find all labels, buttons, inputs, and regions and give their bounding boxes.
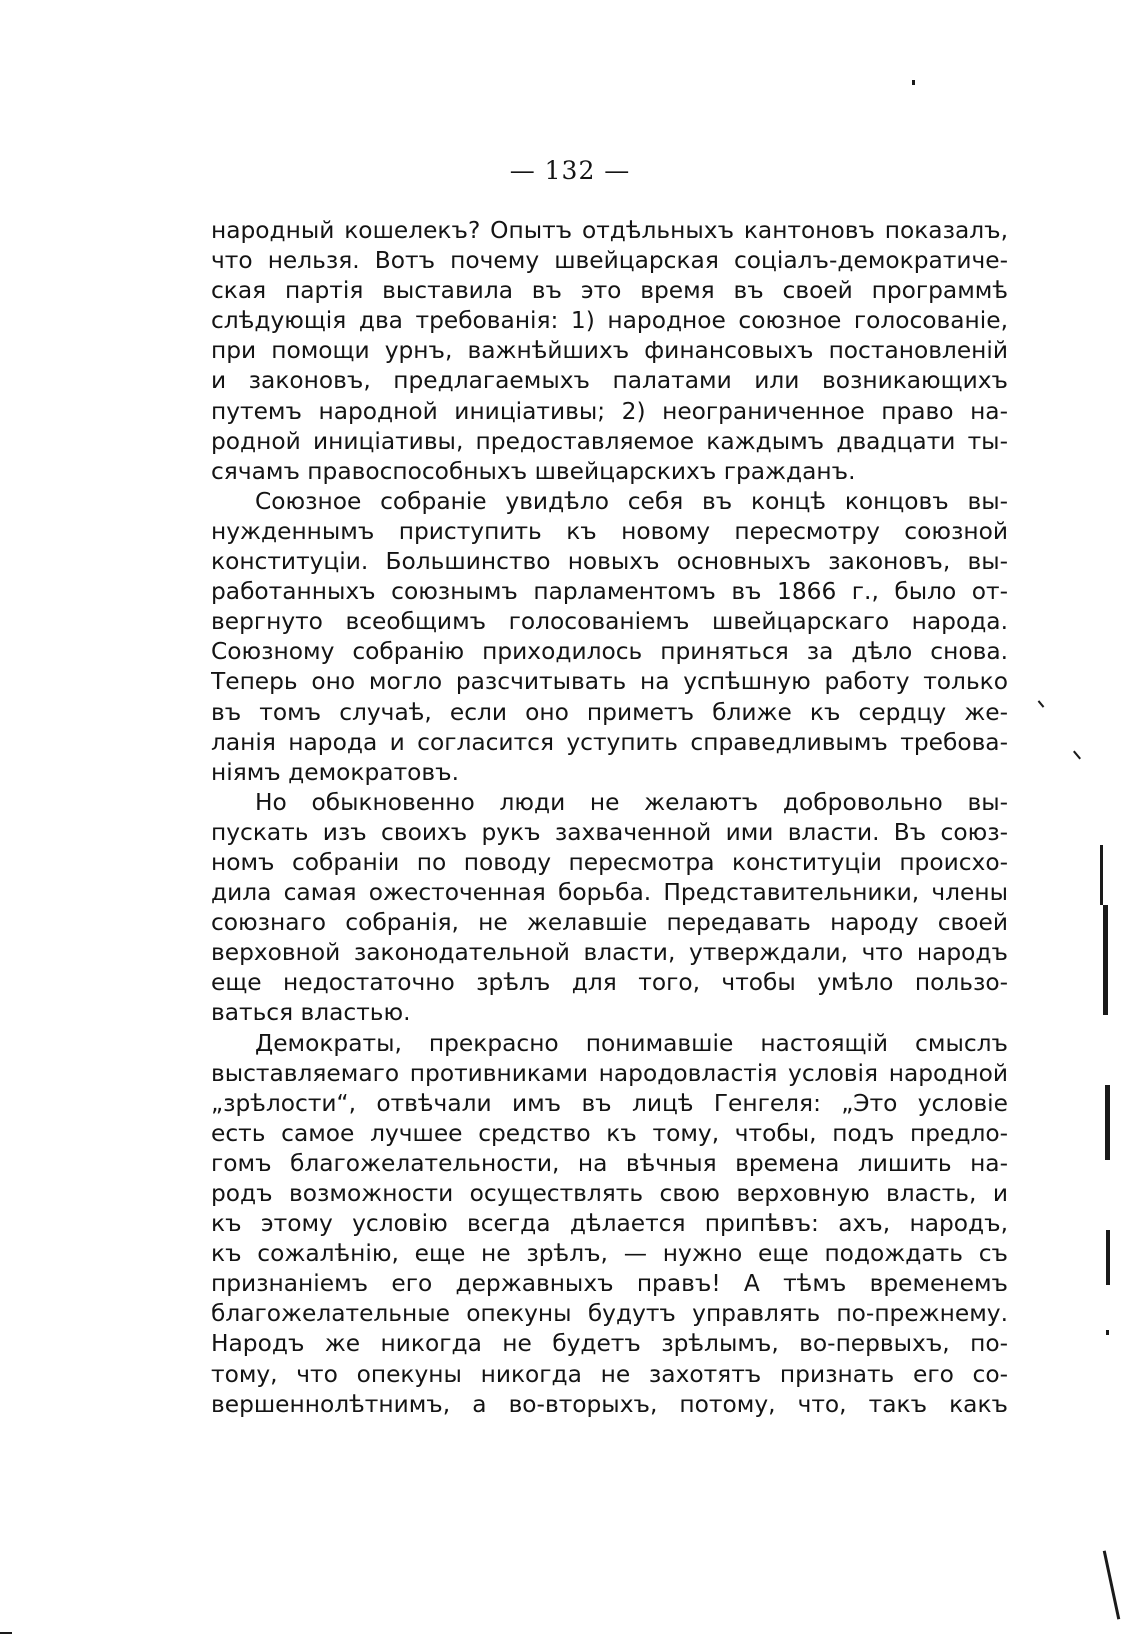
- text-line: ваться властью.: [211, 999, 411, 1027]
- text-line: номъ собраніи по поводу пересмотра конституціи происхо-: [211, 848, 1008, 876]
- scan-speck: [1106, 1330, 1109, 1335]
- text-line: конституціи. Большинство новыхъ основныхъ законовъ, вы-: [211, 548, 1008, 576]
- text-line: Народъ же никогда не будетъ зрѣлымъ, во-первыхъ, по-: [211, 1330, 1008, 1358]
- text-line: при помощи урнъ, важнѣйшихъ финансовыхъ постановленій: [211, 337, 1008, 365]
- scan-speck: [912, 80, 915, 85]
- page-number: — 132 —: [509, 156, 631, 185]
- text-line: признаніемъ его державныхъ правъ! А тѣмъ временемъ: [211, 1270, 1008, 1298]
- scan-speck: [0, 1632, 12, 1634]
- text-line: путемъ народной иниціативы; 2) неограниченное право на-: [211, 397, 1008, 425]
- scan-speck: [1105, 1085, 1110, 1160]
- text-line: Теперь оно могло разсчитывать на успѣшную работу только: [211, 668, 1008, 696]
- text-line: ланія народа и согласится уступить справедливымъ требова-: [211, 728, 1008, 756]
- text-line: ская партія выставила въ это время въ своей программѣ: [211, 277, 1008, 305]
- text-line: еще недостаточно зрѣлъ для того, чтобы умѣло пользо-: [211, 969, 1008, 997]
- text-line: работанныхъ союзнымъ парламентомъ въ 1866 г., было от-: [211, 578, 1008, 606]
- text-line: вергнуто всеобщимъ голосованіемъ швейцарскаго народа.: [211, 608, 1008, 636]
- text-line: народный кошелекъ? Опытъ отдѣльныхъ кантоновъ показалъ,: [211, 217, 1008, 244]
- text-line: слѣдующія два требованія: 1) народное союзное голосованіе,: [211, 307, 1008, 335]
- text-line: Союзному собранію приходилось приняться за дѣло снова.: [211, 638, 1008, 666]
- paragraph-start: Союзное собраніе увидѣло себя въ концѣ концовъ вы-: [255, 487, 1008, 515]
- scan-speck: [1103, 1550, 1120, 1619]
- scan-speck: [1038, 700, 1045, 707]
- text-line: есть самое лучшее средство къ тому, чтобы, подъ предло-: [211, 1119, 1008, 1147]
- text-line: сячамъ правоспособныхъ швейцарскихъ гражданъ.: [211, 457, 856, 485]
- text-line: родной иниціативы, предоставляемое каждымъ двадцати ты-: [211, 427, 1008, 455]
- scan-speck: [1103, 905, 1108, 1015]
- scan-speck: [1106, 1230, 1110, 1285]
- text-line: верховной законодательной власти, утверждали, что народъ: [211, 939, 1008, 967]
- text-line: выставляемаго противниками народовластія условія народной: [211, 1059, 1008, 1087]
- text-line: къ этому условію всегда дѣлается припѣвъ: ахъ, народъ,: [211, 1210, 1008, 1238]
- scan-speck: [1100, 845, 1103, 905]
- text-line: гомъ благожелательности, на вѣчныя времена лишить на-: [211, 1149, 1008, 1177]
- text-line: пускать изъ своихъ рукъ захваченной ими власти. Въ союз-: [211, 818, 1008, 846]
- text-line: нужденнымъ приступить къ новому пересмотру союзной: [211, 517, 1008, 545]
- text-line: благожелательные опекуны будутъ управлять по-прежнему.: [211, 1300, 1008, 1328]
- paragraph-start: Демократы, прекрасно понимавшіе настоящій смыслъ: [255, 1029, 1008, 1057]
- scan-speck: [1073, 751, 1081, 760]
- text-line: союзнаго собранія, не желавшіе передавать народу своей: [211, 909, 1008, 937]
- text-line: дила самая ожесточенная борьба. Представительники, члены: [211, 879, 1008, 907]
- text-line: родъ возможности осуществлять свою верховную власть, и: [211, 1180, 1008, 1207]
- text-line: тому, что опекуны никогда не захотятъ признать его со-: [211, 1360, 1008, 1388]
- paragraph-start: Но обыкновенно люди не желаютъ добровольно вы-: [255, 788, 1008, 816]
- text-line: „зрѣлости“, отвѣчали имъ въ лицѣ Генгеля: „Это условіе: [211, 1089, 1008, 1117]
- text-line: ніямъ демократовъ.: [211, 758, 459, 786]
- text-line: и законовъ, предлагаемыхъ палатами или возникающихъ: [211, 367, 1008, 395]
- text-line: въ томъ случаѣ, если оно приметъ ближе къ сердцу же-: [211, 698, 1008, 726]
- body-text: [211, 216, 1008, 1420]
- text-line: къ сожалѣнію, еще не зрѣлъ, — нужно еще подождать съ: [211, 1240, 1008, 1268]
- text-line: что нельзя. Вотъ почему швейцарская соціалъ-демократиче-: [211, 247, 1008, 275]
- text-line: вершеннолѣтнимъ, а во-вторыхъ, потому, что, такъ какъ: [211, 1390, 1008, 1418]
